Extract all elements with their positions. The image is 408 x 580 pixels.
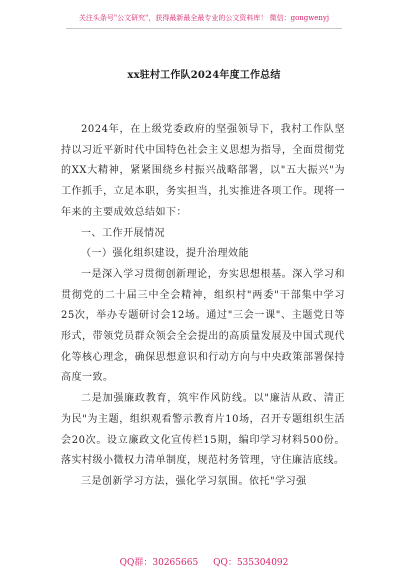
footer-qq: QQ：535304092 bbox=[213, 558, 289, 568]
document-title: xx驻村工作队2024年度工作总结 bbox=[127, 70, 281, 81]
header-divider bbox=[66, 28, 342, 29]
body-paragraph: 一是深入学习贯彻创新理论，夯实思想根基。深入学习和贯彻党的二十届三中全会精神，组织村"两委"干部集中学习25次，举办专题研讨会12场。通过"三会一课"、主题党日等形式，带领党员群众领会全会提出的高质量发展及中国式现代化等核心理念，确保思想意识和行动方向与中央政策部署保持高度一致。 bbox=[61, 268, 345, 384]
document-body bbox=[61, 120, 345, 493]
section-heading: 一、工作开展情况 bbox=[81, 227, 165, 239]
intro-paragraph: 2024年，在上级党委政府的坚强领导下，我村工作队坚持以习近平新时代中国特色社会主义思想为指导，全面贯彻党的XX大精神，紧紧围绕乡村振兴战略部署，以"五大振兴"为工作抓手，立足本职，务实担当，扎实推进各项工作。现将一年来的主要成效总结如下： bbox=[61, 124, 345, 218]
body-paragraph: 三是创新学习方法，强化学习氛围。依托"学习强 bbox=[81, 475, 307, 487]
footer-qq-group: QQ群：30265665 bbox=[119, 558, 199, 568]
body-paragraph: 二是加强廉政教育，筑牢作风防线。以"廉洁从政、清正为民"为主题，组织观看警示教育片10场，召开专题组织生活会20次。设立廉政文化宣传栏15期，编印学习材料500份。落实村级小微权力清单制度，规范村务管理，守住廉洁底线。 bbox=[61, 393, 345, 467]
footer-contact bbox=[0, 557, 408, 569]
header-banner: 关注头条号"公文研究"，获得最新最全最专业的公文资料库！ 微信：gongwenyj bbox=[78, 14, 330, 22]
subsection-heading: （一）强化组织建设，提升治理效能 bbox=[81, 248, 249, 260]
